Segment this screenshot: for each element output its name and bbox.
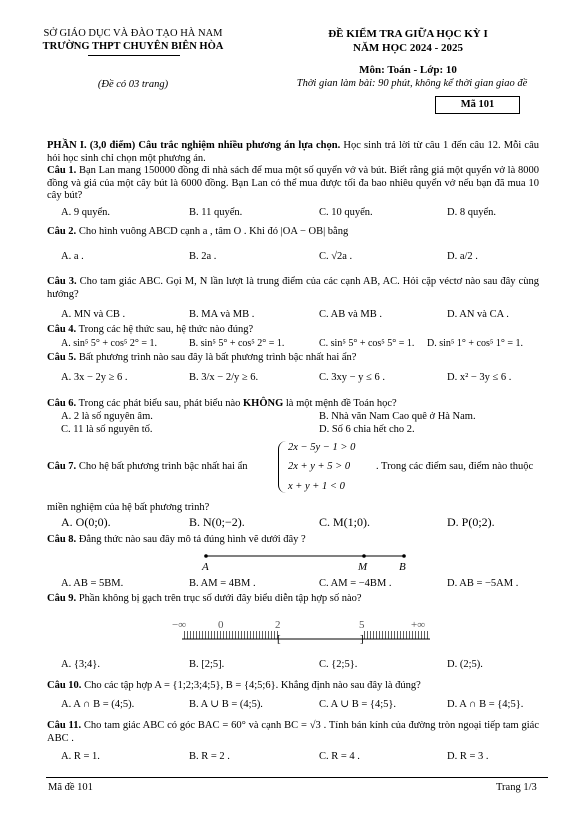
question-8 xyxy=(47,534,539,547)
neg-infinity-label: −∞ xyxy=(172,619,187,631)
part-one-title: PHẦN I. (3,0 điểm) Câu trắc nghiệm nhiều phương án lựa chọn. xyxy=(47,140,341,151)
segment-figure xyxy=(190,548,420,576)
department-name: SỞ GIÁO DỤC VÀ ĐÀO TẠO HÀ NAM xyxy=(43,28,223,39)
q2-option-a: A. a . xyxy=(61,251,84,262)
q2-option-c: C. √2a . xyxy=(319,251,353,262)
system-inequality-2: 2x + y + 5 > 0 xyxy=(288,461,351,472)
question-9 xyxy=(47,593,539,606)
footer-rule xyxy=(46,777,548,778)
question-1-options xyxy=(59,207,539,220)
q1-option-a: A. 9 quyển. xyxy=(61,207,110,218)
q6-option-b: B. Nhà văn Nam Cao quê ở Hà Nam. xyxy=(319,411,476,422)
q4-option-a: A. sin⁵ 5° + cos⁵ 2° = 1. xyxy=(61,338,157,349)
question-6-options-row2 xyxy=(59,424,539,437)
question-6-label: Câu 6. xyxy=(47,398,77,409)
point-b-dot xyxy=(402,554,406,558)
q8-option-c: C. AM = −4BM . xyxy=(319,578,392,589)
question-3-label: Câu 3. xyxy=(47,276,77,287)
q8-option-a: A. AB = 5BM. xyxy=(61,578,124,589)
q2-option-d: D. a/2 . xyxy=(447,251,478,262)
question-8-text: Đẳng thức nào sau đây mô tả đúng hình vẽ dưới đây ? xyxy=(76,534,306,545)
hatched-region-left xyxy=(182,631,280,639)
q3-option-c: C. AB và MB . xyxy=(319,309,383,320)
q10-option-a: A. A ∩ B = (4;5). xyxy=(61,699,135,710)
q7-option-b: B. N(0;−2). xyxy=(189,515,245,529)
q9-option-d: D. (2;5). xyxy=(447,659,483,670)
footer-page-number: Trang 1/3 xyxy=(496,782,537,793)
bracket-at-2: [ xyxy=(277,633,281,645)
q11-option-b: B. R = 2 . xyxy=(189,751,230,762)
question-9-options xyxy=(59,659,539,672)
q4-option-c: C. sin⁵ 5° + cos⁵ 5° = 1. xyxy=(319,338,415,349)
question-4-label: Câu 4. xyxy=(47,324,77,335)
time-limit: Thời gian làm bài: 90 phút, không kể thời gian giao đề xyxy=(296,78,528,89)
question-9-text: Phần không bị gạch trên trục số dưới đây biểu diễn tập hợp số nào? xyxy=(76,593,362,604)
question-8-label: Câu 8. xyxy=(47,534,77,545)
question-4-text: Trong các hệ thức sau, hệ thức nào đúng? xyxy=(76,324,254,335)
q1-option-b: B. 11 quyển. xyxy=(189,207,243,218)
question-11-options xyxy=(59,751,539,764)
point-m-dot xyxy=(362,554,366,558)
q1-option-c: C. 10 quyển. xyxy=(319,207,373,218)
question-3 xyxy=(47,276,539,301)
q11-option-c: C. R = 4 . xyxy=(319,751,360,762)
system-inequality-1: 2x − 5y − 1 > 0 xyxy=(288,442,356,453)
part-one-instructions: Học sinh trả lời từ câu 1 đến câu 12. Mỗi câu hỏi học sinh chỉ chọn một phương án. xyxy=(47,140,539,164)
tick-label-5: 5 xyxy=(359,619,365,631)
bracket-at-5: ] xyxy=(360,633,364,645)
question-10-text: Cho các tập hợp A = {1;2;3;4;5}, B = {4;5;6}. Khẳng định nào sau đây là đúng? xyxy=(81,680,421,691)
q8-option-d: D. AB = −5AM . xyxy=(447,578,519,589)
question-7-label: Câu 7. xyxy=(47,461,77,472)
q10-option-d: D. A ∩ B = {4;5}. xyxy=(447,699,524,710)
page-count-note: (Đề có 03 trang) xyxy=(97,79,169,90)
tick-label-0: 0 xyxy=(218,619,224,631)
q5-option-c: C. 3xy − y ≤ 6 . xyxy=(319,372,385,383)
question-7-text: Cho hệ bất phương trình bậc nhất hai ẩn xyxy=(76,461,248,472)
question-2-text: Cho hình vuông ABCD cạnh a , tâm O . Khi đó |OA − OB| bằng xyxy=(76,226,349,237)
point-m-label: M xyxy=(358,561,368,573)
point-a-dot xyxy=(204,554,208,558)
q5-option-b: B. 3/x − 2/y ≥ 6. xyxy=(189,372,259,383)
school-year: NĂM HỌC 2024 - 2025 xyxy=(353,42,463,54)
question-10 xyxy=(47,680,539,693)
question-2 xyxy=(47,226,539,239)
tick-label-2: 2 xyxy=(275,619,281,631)
q2-option-b: B. 2a . xyxy=(189,251,217,262)
question-5-options xyxy=(59,372,539,385)
question-9-label: Câu 9. xyxy=(47,593,77,604)
q9-option-c: C. {2;5}. xyxy=(319,659,358,670)
q5-option-a: A. 3x − 2y ≥ 6 . xyxy=(61,372,128,383)
q4-option-b: B. sin⁵ 5° + cos⁵ 2° = 1. xyxy=(189,338,285,349)
question-1 xyxy=(47,165,539,203)
question-11-text: Cho tam giác ABC có góc BAC = 60° và cạnh BC = √3 . Tính bán kính của đường tròn ngoại tiếp tam giác ABC . xyxy=(47,720,540,744)
q3-option-d: D. AN và CA . xyxy=(447,309,509,320)
question-1-label: Câu 1. xyxy=(47,165,77,176)
question-1-text: Bạn Lan mang 150000 đồng đi nhà sách để mua một số quyển vở và bút. Biết rằng giá một quyển vở là 8000 đồng và giá của một cây bút là 6000 đồng. Bạn Lan có thể mua được tối đa bao nhiêu quyển vở nếu bạn đã mua 10 cây bút? xyxy=(47,165,539,201)
system-brace xyxy=(278,441,288,493)
question-10-label: Câu 10. xyxy=(47,680,82,691)
q7-option-c: C. M(1;0). xyxy=(319,515,370,529)
q3-option-a: A. MN và CB . xyxy=(61,309,126,320)
q4-option-d: D. sin⁵ 1° + cos⁵ 1° = 1. xyxy=(427,338,523,349)
question-4 xyxy=(47,324,539,337)
system-inequality-3: x + y + 1 < 0 xyxy=(288,481,345,492)
exam-title: ĐỀ KIỂM TRA GIỮA HỌC KỲ I xyxy=(328,28,488,40)
subject-line: Môn: Toán - Lớp: 10 xyxy=(359,64,457,76)
part-one-heading xyxy=(47,140,539,165)
q9-option-b: B. [2;5]. xyxy=(189,659,225,670)
q11-option-d: D. R = 3 . xyxy=(447,751,489,762)
q9-option-a: A. {3;4}. xyxy=(61,659,100,670)
q3-option-b: B. MA và MB . xyxy=(189,309,255,320)
q10-option-b: B. A ∪ B = (4;5). xyxy=(189,699,263,710)
q6-option-d: D. Số 6 chia hết cho 2. xyxy=(319,424,415,435)
question-7-options xyxy=(59,516,539,529)
q8-option-b: B. AM = 4BM . xyxy=(189,578,256,589)
pos-infinity-label: +∞ xyxy=(411,619,426,631)
q6-option-c: C. 11 là số nguyên tố. xyxy=(61,424,153,435)
question-7-text-2: miền nghiệm của hệ bất phương trình? xyxy=(47,502,210,513)
point-a-label: A xyxy=(202,561,209,573)
q11-option-a: A. R = 1. xyxy=(61,751,100,762)
question-7-tail: . Trong các điểm sau, điểm nào thuộc xyxy=(376,461,534,472)
q5-option-d: D. x² − 3y ≤ 6 . xyxy=(447,372,512,383)
exam-code-box: Mã 101 xyxy=(435,96,520,114)
question-6-text-post: là một mệnh đề Toán học? xyxy=(283,398,397,409)
school-name: TRƯỜNG THPT CHUYÊN BIÊN HÒA xyxy=(42,41,224,52)
q6-option-a: A. 2 là số nguyên âm. xyxy=(61,411,153,422)
question-3-options xyxy=(59,309,539,322)
question-2-label: Câu 2. xyxy=(47,226,77,237)
header-underline xyxy=(88,55,180,56)
question-7 xyxy=(47,461,248,474)
number-line-figure xyxy=(168,617,438,647)
point-b-label: B xyxy=(399,561,406,573)
question-6-text-pre: Trong các phát biểu sau, phát biểu nào xyxy=(76,398,243,409)
question-2-options xyxy=(59,251,539,264)
q1-option-d: D. 8 quyển. xyxy=(447,207,496,218)
footer-exam-code: Mã đề 101 xyxy=(48,782,93,793)
question-5-text: Bất phương trình nào sau đây là bất phương trình bậc nhất hai ẩn? xyxy=(76,352,357,363)
question-6-options-row1 xyxy=(59,411,539,424)
q10-option-c: C. A ∪ B = {4;5}. xyxy=(319,699,397,710)
q7-option-d: D. P(0;2). xyxy=(447,515,495,529)
question-11 xyxy=(47,720,539,745)
question-6-keyword: KHÔNG xyxy=(243,398,284,409)
q7-option-a: A. O(0;0). xyxy=(61,515,111,529)
question-8-options xyxy=(59,578,539,591)
hatched-region-right xyxy=(364,631,428,639)
question-6 xyxy=(47,398,539,411)
question-4-options xyxy=(59,338,539,351)
question-10-options xyxy=(59,699,539,712)
question-11-label: Câu 11. xyxy=(47,720,82,731)
question-5-label: Câu 5. xyxy=(47,352,77,363)
question-5 xyxy=(47,352,539,365)
question-3-text: Cho tam giác ABC. Gọi M, N lần lượt là trung điểm của các cạnh AB, AC. Hỏi cặp véctơ nào sau đây cùng hướng? xyxy=(47,276,539,300)
